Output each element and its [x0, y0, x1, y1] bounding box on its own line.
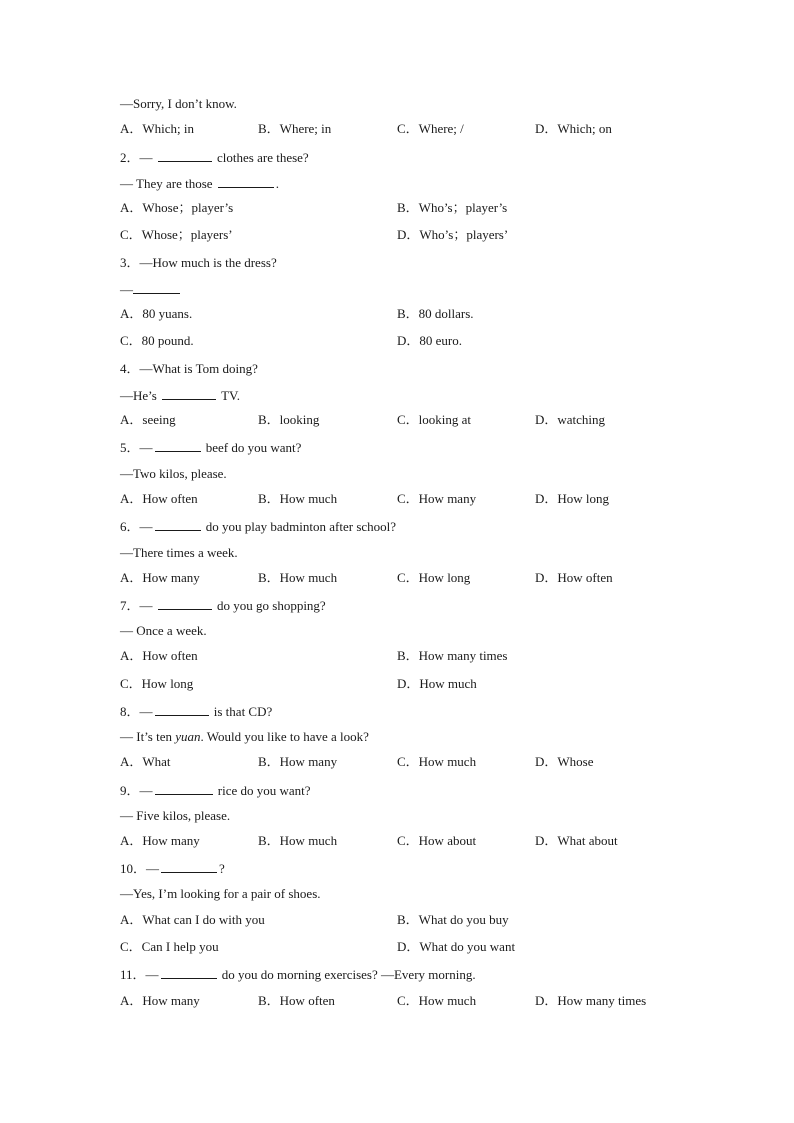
answer-blank	[158, 596, 212, 610]
q11-question: 11．— do you do morning exercises? —Every morning.	[120, 967, 476, 982]
q3-option-b: B．80 dollars.	[397, 306, 474, 321]
answer-blank	[161, 859, 217, 873]
q9-options	[120, 832, 700, 850]
q2-option-d: D．Who’s；players’	[397, 227, 509, 242]
q1-answer: —Sorry, I don’t know.	[120, 96, 237, 111]
q9-option-d: D．What about	[535, 833, 618, 848]
q3-option-c: C．80 pound.	[120, 333, 194, 348]
q5-option-c: C．How many	[397, 491, 477, 506]
q4-option-d: D．watching	[535, 412, 606, 427]
q3-question: 3．—How much is the dress?	[120, 255, 277, 270]
q1-option-c: C．Where; /	[397, 121, 464, 136]
q8-option-c: C．How much	[397, 754, 477, 769]
q11-options	[120, 992, 700, 1010]
q7-option-c: C．How long	[120, 676, 194, 691]
q5-option-d: D．How long	[535, 491, 610, 506]
q7-option-a: A．How often	[120, 648, 198, 663]
q11-option-c: C．How much	[397, 993, 477, 1008]
q10-answer: —Yes, I’m looking for a pair of shoes.	[120, 886, 321, 901]
answer-blank	[155, 781, 213, 795]
q2-option-b: B．Who’s；player’s	[397, 200, 508, 215]
q8-answer: — It’s ten yuan. Would you like to have a look?	[120, 729, 369, 744]
q2-answer: — They are those .	[120, 176, 280, 191]
q5-options	[120, 490, 700, 508]
q6-option-c: C．How long	[397, 570, 471, 585]
q1-option-b: B．Where; in	[258, 121, 332, 136]
q10-options-row2	[120, 938, 700, 956]
q6-option-b: B．How much	[258, 570, 338, 585]
q6-answer: —There times a week.	[120, 545, 238, 560]
q3-answer: —	[120, 280, 182, 298]
q4-option-b: B．looking	[258, 412, 320, 427]
answer-blank	[218, 174, 274, 188]
q7-option-d: D．How much	[397, 676, 477, 691]
answer-blank	[155, 702, 209, 716]
q2-options-row2	[120, 226, 700, 244]
q9-answer: — Five kilos, please.	[120, 808, 231, 823]
answer-blank	[162, 386, 216, 400]
q10-options-row1	[120, 911, 700, 929]
q8-options	[120, 753, 700, 771]
q7-options-row2	[120, 675, 700, 693]
q3-options-row1	[120, 305, 700, 323]
q3-option-d: D．80 euro.	[397, 333, 462, 348]
q6-option-a: A．How many	[120, 570, 200, 585]
answer-blank	[155, 517, 201, 531]
q4-option-a: A．seeing	[120, 412, 176, 427]
q5-option-b: B．How much	[258, 491, 338, 506]
q4-question: 4．—What is Tom doing?	[120, 361, 258, 376]
q7-option-b: B．How many times	[397, 648, 508, 663]
q7-answer: — Once a week.	[120, 623, 207, 638]
q2-option-c: C．Whose；players’	[120, 227, 233, 242]
q8-option-b: B．How many	[258, 754, 338, 769]
answer-blank	[158, 148, 212, 162]
q6-question: 6．— do you play badminton after school?	[120, 519, 397, 534]
q5-question: 5．— beef do you want?	[120, 440, 302, 455]
q5-option-a: A．How often	[120, 491, 198, 506]
q2-options-row1	[120, 199, 700, 217]
answer-blank	[133, 280, 180, 294]
q4-option-c: C．looking at	[397, 412, 472, 427]
q10-option-c: C．Can I help you	[120, 939, 219, 954]
q4-answer: —He’s TV.	[120, 388, 241, 403]
q9-option-b: B．How much	[258, 833, 338, 848]
q6-option-d: D．How often	[535, 570, 613, 585]
q9-option-a: A．How many	[120, 833, 200, 848]
q3-options-row2	[120, 332, 700, 350]
answer-blank	[155, 438, 201, 452]
q7-question: 7．— do you go shopping?	[120, 598, 326, 613]
q10-option-b: B．What do you buy	[397, 912, 509, 927]
q5-answer: —Two kilos, please.	[120, 466, 227, 481]
q1-option-d: D．Which; on	[535, 121, 612, 136]
q10-option-d: D．What do you want	[397, 939, 516, 954]
q10-question: 10．— ?	[120, 861, 225, 876]
q6-options	[120, 569, 700, 587]
q8-question: 8．— is that CD?	[120, 704, 273, 719]
q8-option-a: A．What	[120, 754, 171, 769]
q4-options	[120, 411, 700, 429]
answer-blank	[161, 965, 217, 979]
q9-question: 9．— rice do you want?	[120, 783, 311, 798]
q2-option-a: A．Whose；player’s	[120, 200, 234, 215]
q2-question: 2．— clothes are these?	[120, 150, 309, 165]
q7-options-row1	[120, 647, 700, 665]
q1-option-a: A．Which; in	[120, 121, 195, 136]
q10-option-a: A．What can I do with you	[120, 912, 265, 927]
q8-option-d: D．Whose	[535, 754, 594, 769]
q11-option-a: A．How many	[120, 993, 200, 1008]
q9-option-c: C．How about	[397, 833, 477, 848]
q3-option-a: A．80 yuans.	[120, 306, 193, 321]
q11-option-d: D．How many times	[535, 993, 647, 1008]
q1-options	[120, 120, 700, 138]
q11-option-b: B．How often	[258, 993, 335, 1008]
